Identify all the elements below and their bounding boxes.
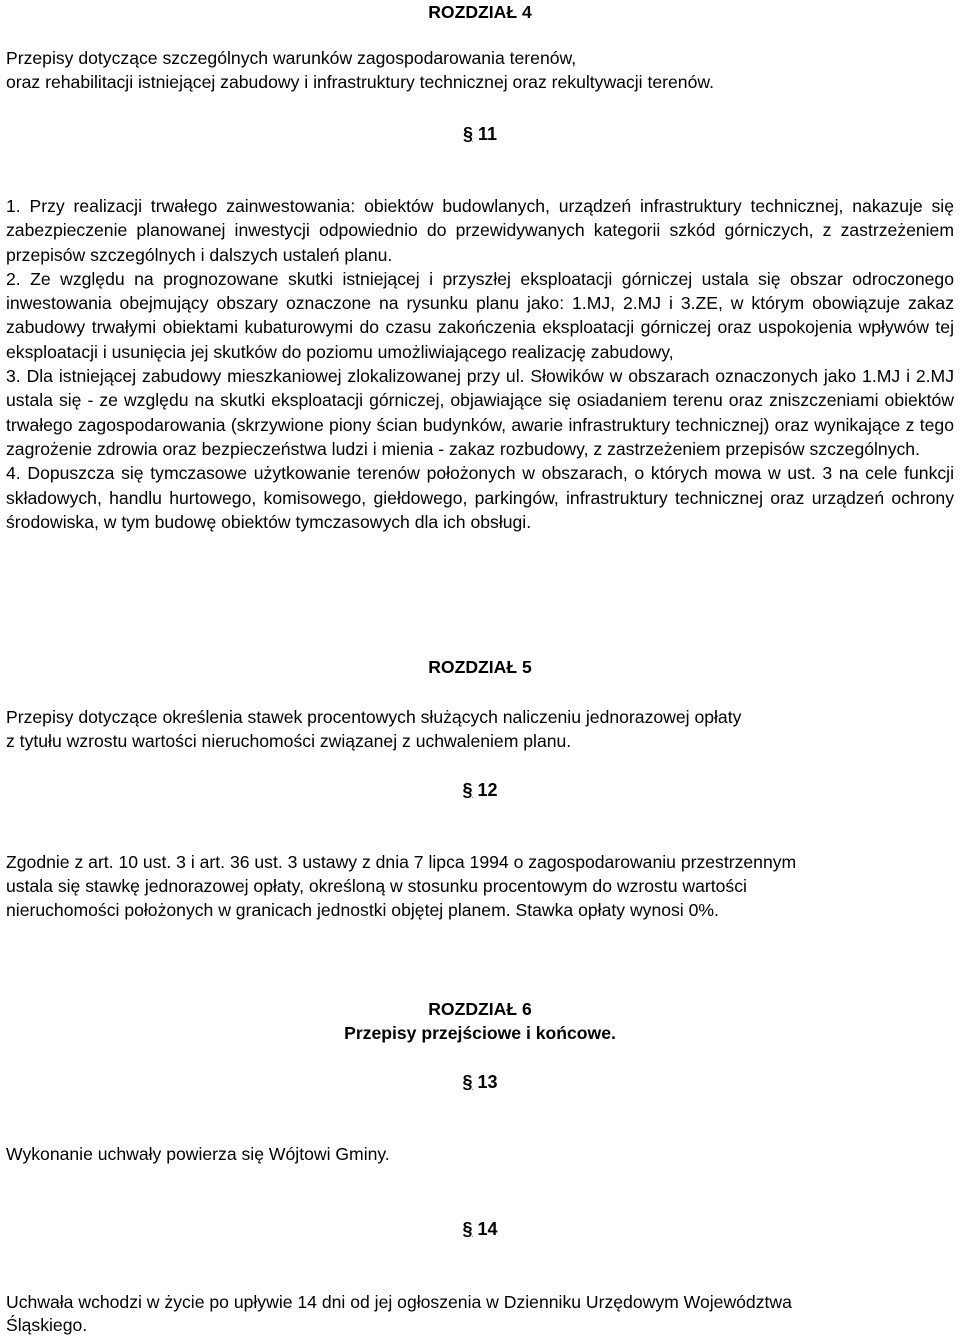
chapter-4-heading: ROZDZIAŁ 4 bbox=[428, 2, 532, 22]
section-11-point-3: 3. Dla istniejącej zabudowy mieszkaniowej zlokalizowanej przy ul. Słowików w obszarach oznaczonych jako 1.MJ i 2.MJ ustala się - ze względu na skutki eksploatacji górniczej, objawiające się osiadaniem terenu oraz zniszczeniami obiektów trwałego zagospodarowania (skrzywione piony ścian budynków, awarie infrastruktury technicznej) oraz wynikające z tego zagrożenie zdrowia oraz bezpieczeństwa ludzi i mienia - zakaz rozbudowy, z zastrzeżeniem przepisów szczególnych. bbox=[6, 366, 954, 459]
section-number: 13 bbox=[477, 1072, 498, 1092]
section-11-point-4: 4. Dopuszcza się tymczasowe użytkowanie terenów położonych w obszarach, o których mowa w ust. 3 na cele funkcji składowych, handlu hurtowego, komisowego, giełdowego, parkingów, infrastruktury technicznej oraz urządzeń ochrony środowiska, w tym budowę obiektów tymczasowych dla ich obsługi. bbox=[6, 463, 954, 532]
section-12-line-2: ustala się stawkę jednorazowej opłaty, określoną w stosunku procentowym do wzrostu wartości bbox=[6, 876, 747, 896]
section-12-line-3: nieruchomości położonych w granicach jednostki objętej planem. Stawka opłaty wynosi 0%. bbox=[6, 900, 719, 920]
section-12-line-1: Zgodnie z art. 10 ust. 3 i art. 36 ust. 3 ustawy z dnia 7 lipca 1994 o zagospodarowaniu przestrzennym bbox=[6, 852, 797, 872]
section-symbol: § bbox=[462, 124, 473, 144]
chapter-5-intro-line-2: z tytułu wzrostu wartości nieruchomości związanej z uchwaleniem planu. bbox=[6, 731, 572, 751]
section-symbol: § bbox=[462, 1072, 473, 1092]
chapter-6-heading: ROZDZIAŁ 6 bbox=[428, 999, 532, 1019]
section-symbol: § bbox=[462, 1219, 473, 1239]
section-11-points bbox=[6, 194, 954, 534]
chapter-6-subheading: Przepisy przejściowe i końcowe. bbox=[344, 1023, 616, 1043]
section-number: 11 bbox=[478, 124, 498, 144]
section-number: 12 bbox=[477, 780, 498, 800]
section-13-marker bbox=[0, 1070, 960, 1094]
section-11-point-2: 2. Ze względu na prognozowane skutki istniejącej i przyszłej eksploatacji górniczej ustala się obszar odroczonego inwestowania obejmujący obszary oznaczone na rysunku planu jako: 1.MJ, 2.MJ i 3.ZE, w którym obowiązuje zakaz zabudowy trwałymi obiektami kubaturowymi do czasu zakończenia eksploatacji górniczej oraz uspokojenia wpływów tej eksploatacji i usunięcia jej skutków do poziomu umożliwiającego realizację zabudowy, bbox=[6, 268, 954, 362]
section-13-text: Wykonanie uchwały powierza się Wójtowi Gminy. bbox=[6, 1144, 390, 1164]
section-number: 14 bbox=[477, 1219, 498, 1239]
section-11-marker bbox=[0, 122, 960, 146]
chapter-5-intro-line-1: Przepisy dotyczące określenia stawek procentowych służących naliczeniu jednorazowej opłaty bbox=[6, 707, 742, 727]
section-12-marker bbox=[0, 778, 960, 802]
section-14-marker bbox=[0, 1217, 960, 1241]
section-14-line-1: Uchwała wchodzi w życie po upływie 14 dni od jej ogłoszenia w Dzienniku Urzędowym Województwa bbox=[6, 1292, 792, 1312]
section-11-point-1: 1. Przy realizacji trwałego zainwestowania: obiektów budowlanych, urządzeń infrastruktury technicznej, nakazuje się zabezpieczenie planowanej inwestycji odpowiednio do przewidywanych kategorii szkód górniczych, z zastrzeżeniem przepisów szczególnych i dalszych ustaleń planu. bbox=[6, 196, 954, 265]
section-symbol: § bbox=[462, 780, 473, 800]
chapter-4-intro-line-2: oraz rehabilitacji istniejącej zabudowy i infrastruktury technicznej oraz rekultywacji terenów. bbox=[6, 72, 714, 92]
chapter-5-heading: ROZDZIAŁ 5 bbox=[428, 657, 532, 677]
chapter-4-intro-line-1: Przepisy dotyczące szczególnych warunków zagospodarowania terenów, bbox=[6, 48, 577, 68]
section-14-line-2: Śląskiego. bbox=[6, 1315, 88, 1335]
